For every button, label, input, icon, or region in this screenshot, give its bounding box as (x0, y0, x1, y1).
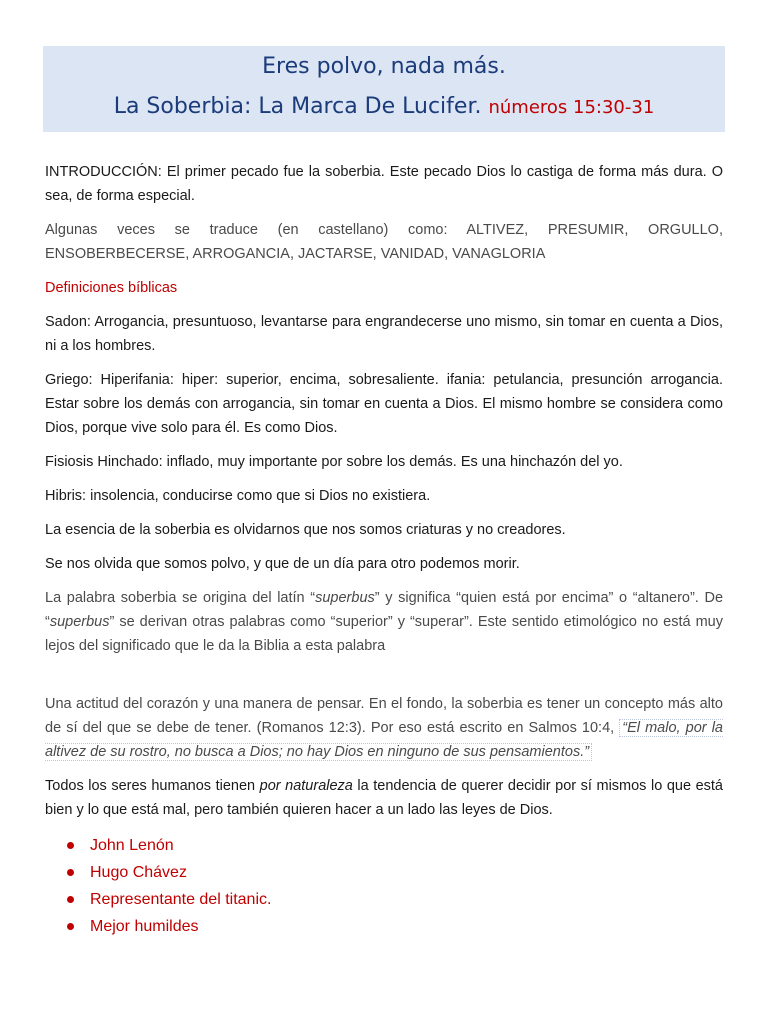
title-box (43, 46, 725, 132)
latin-text-3: ” se derivan otras palabras como “superior” y “superar”. Este sentido etimológico no está muy lejos del significado que le da la Biblia a esta palabra (45, 614, 723, 654)
todos-text-2: la tendencia de querer decidir por sí mismos lo que está bien y lo que está mal, pero también quieren hacer a un lado las leyes de Dios. (45, 778, 723, 818)
latin-text-2: ” y significa “quien está por encima” o “altanero”. De “ (45, 590, 724, 630)
actitud-text: Una actitud del corazón y una manera de pensar. En el fondo, la soberbia es tener un concepto más alto de sí del que se debe de tener. (Romanos 12:3). Por eso está escrito en Salmos 10:4, (45, 696, 723, 736)
esencia-paragraph: La esencia de la soberbia es olvidarnos que nos somos criaturas y no creadores. (45, 522, 566, 538)
bullet-icon (67, 923, 74, 930)
bullet-icon (67, 842, 74, 849)
bullet-icon (67, 869, 74, 876)
griego-paragraph: Griego: Hiperifania: hiper: superior, encima, sobresaliente. ifania: petulancia, presunción arrogancia. Estar sobre los demás con arrogancia, sin tomar en cuenta a Dios. El mismo hombre se considera como Dios, porque vive solo para él. Es como Dios. (45, 372, 723, 436)
latin-text-1: La palabra soberbia se origina del latín “ (45, 590, 316, 606)
document-body (45, 160, 723, 940)
actitud-paragraph (45, 692, 723, 764)
todos-text-1: Todos los seres humanos tienen (45, 778, 260, 794)
psalm-quote-text: “El malo, por la altivez de su rostro, no busca a Dios; no hay Dios en ninguno de sus pensamientos. (45, 720, 723, 760)
fisiosis-paragraph: Fisiosis Hinchado: inflado, muy importante por sobre los demás. Es una hinchazón del yo. (45, 454, 623, 470)
latin-paragraph (45, 586, 723, 658)
list-item (65, 859, 723, 886)
page-title: Eres polvo, nada más. (262, 54, 506, 79)
list-item (65, 913, 723, 940)
page-subtitle (43, 92, 725, 123)
paragraph-gap (45, 668, 723, 692)
latin-term-2: superbus (49, 614, 110, 630)
psalm-quote-close: ” (584, 744, 590, 760)
intro-paragraph: INTRODUCCIÓN: El primer pecado fue la soberbia. Este pecado Dios lo castiga de forma más dura. O sea, de forma especial. (45, 164, 723, 204)
todos-paragraph (45, 774, 723, 822)
list-item-label: Hugo Chávez (90, 864, 187, 881)
polvo-paragraph: Se nos olvida que somos polvo, y que de un día para otro podemos morir. (45, 556, 520, 572)
list-item-label: Mejor humildes (90, 918, 199, 935)
sadon-paragraph: Sadon: Arrogancia, presuntuoso, levantarse para engrandecerse uno mismo, sin tomar en cuenta a Dios, ni a los hombres. (45, 314, 723, 354)
subtitle-text: La Soberbia: La Marca De Lucifer. (113, 94, 482, 119)
definitions-heading: Definiciones bíblicas (45, 280, 178, 296)
examples-list (45, 832, 723, 940)
bullet-icon (67, 896, 74, 903)
todos-emphasis: por naturaleza (259, 778, 353, 794)
translations-paragraph: Algunas veces se traduce (en castellano) como: ALTIVEZ, PRESUMIR, ORGULLO, ENSOBERBECERSE, ARROGANCIA, JACTARSE, VANIDAD, VANAGLORIA (45, 222, 723, 262)
latin-term-1: superbus (315, 590, 375, 606)
bible-reference: números 15:30-31 (488, 97, 655, 118)
hibris-paragraph: Hibris: insolencia, conducirse como que si Dios no existiera. (45, 488, 431, 504)
list-item-label: Representante del titanic. (90, 891, 272, 908)
list-item (65, 886, 723, 913)
list-item-label: John Lenón (90, 837, 174, 854)
list-item (65, 832, 723, 859)
